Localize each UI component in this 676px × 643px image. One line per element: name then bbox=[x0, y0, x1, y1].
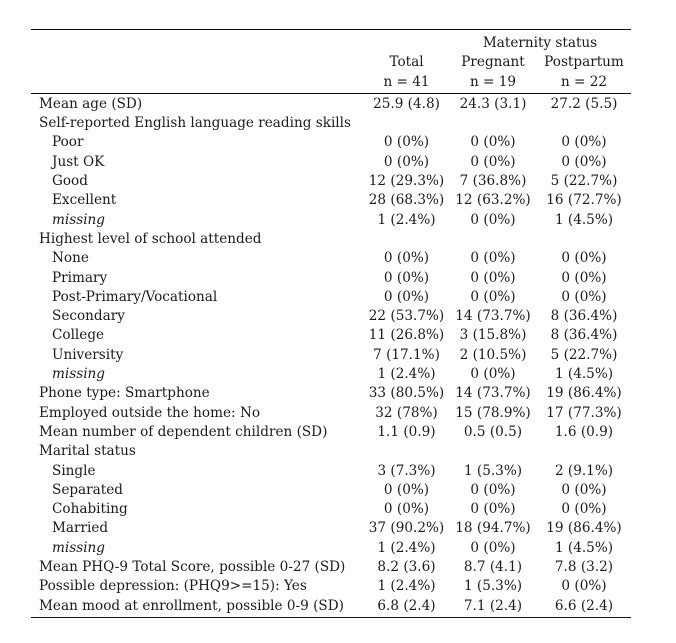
cell-total bbox=[364, 114, 449, 133]
column-count-total: n = 41 bbox=[364, 73, 449, 94]
cell-postpartum: 1.6 (0.9) bbox=[554, 423, 614, 440]
cell-total: 0 (0%) bbox=[383, 481, 430, 498]
row-label: Single bbox=[52, 462, 96, 479]
column-header-pregnant: Pregnant bbox=[461, 54, 525, 71]
row-label: Cohabiting bbox=[52, 501, 128, 518]
cell-pregnant: 8.7 (4.1) bbox=[463, 559, 523, 576]
header-row-group bbox=[31, 30, 631, 54]
table-row bbox=[31, 577, 631, 596]
cell-total: 8.2 (3.6) bbox=[377, 559, 436, 576]
cell-pregnant: 0.5 (0.5) bbox=[463, 423, 523, 440]
header-empty-cell bbox=[31, 53, 364, 72]
row-label: Married bbox=[52, 520, 109, 537]
cell-total: 0 (0%) bbox=[383, 288, 430, 305]
cell-pregnant: 18 (94.7%) bbox=[455, 520, 531, 537]
header-empty-cell bbox=[31, 30, 364, 54]
table-row bbox=[31, 326, 631, 345]
cell-postpartum: 1 (4.5%) bbox=[554, 211, 614, 228]
row-label: Primary bbox=[52, 269, 108, 286]
cell-total: 1 (2.4%) bbox=[377, 211, 436, 228]
table-row bbox=[31, 230, 631, 249]
cell-total bbox=[364, 442, 449, 461]
row-label: Marital status bbox=[39, 443, 136, 460]
cell-total: 33 (80.5%) bbox=[368, 385, 445, 402]
row-label: Employed outside the home: No bbox=[39, 404, 261, 421]
cell-pregnant: 12 (63.2%) bbox=[455, 192, 531, 209]
cell-pregnant: 7.1 (2.4) bbox=[449, 597, 537, 618]
table-row bbox=[31, 500, 631, 519]
cell-pregnant: 0 (0%) bbox=[470, 539, 516, 556]
table-row bbox=[31, 384, 631, 403]
cell-total: 6.8 (2.4) bbox=[364, 597, 449, 618]
cell-total: 1 (2.4%) bbox=[377, 578, 436, 595]
cell-pregnant: 14 (73.7%) bbox=[455, 385, 531, 402]
cell-total: 0 (0%) bbox=[383, 501, 430, 518]
row-label: Mean age (SD) bbox=[39, 95, 143, 112]
cell-postpartum: 0 (0%) bbox=[561, 288, 607, 305]
row-label: Mean number of dependent children (SD) bbox=[39, 423, 328, 440]
table-row bbox=[31, 307, 631, 326]
cell-total: 12 (29.3%) bbox=[368, 173, 445, 190]
table-row bbox=[31, 211, 631, 230]
row-label: Poor bbox=[52, 134, 84, 151]
cell-postpartum: 19 (86.4%) bbox=[546, 385, 622, 402]
row-label: Excellent bbox=[52, 192, 117, 209]
column-header-total: Total bbox=[389, 54, 424, 71]
column-count-postpartum: n = 22 bbox=[537, 73, 631, 94]
cell-pregnant: 24.3 (3.1) bbox=[459, 95, 527, 112]
cell-pregnant: 2 (10.5%) bbox=[459, 346, 527, 363]
table-header bbox=[31, 30, 631, 94]
cell-postpartum: 27.2 (5.5) bbox=[550, 95, 618, 112]
row-label: None bbox=[52, 250, 89, 267]
cell-pregnant: 0 (0%) bbox=[470, 211, 516, 228]
table-row bbox=[31, 249, 631, 268]
maternity-status-header: Maternity status bbox=[449, 30, 631, 54]
row-label: Highest level of school attended bbox=[39, 230, 262, 247]
cell-pregnant: 0 (0%) bbox=[470, 481, 516, 498]
table-row bbox=[31, 288, 631, 307]
cell-pregnant: 0 (0%) bbox=[470, 269, 516, 286]
cell-total: 0 (0%) bbox=[383, 134, 430, 151]
cell-total: 28 (68.3%) bbox=[368, 192, 445, 209]
table-row bbox=[31, 269, 631, 288]
cell-total: 22 (53.7%) bbox=[368, 308, 445, 325]
cell-total: 0 (0%) bbox=[383, 250, 430, 267]
row-label: missing bbox=[52, 211, 105, 228]
row-label: Secondary bbox=[52, 308, 125, 325]
table-row bbox=[31, 481, 631, 500]
cell-postpartum: 7.8 (3.2) bbox=[554, 559, 614, 576]
cell-postpartum: 5 (22.7%) bbox=[550, 173, 618, 190]
cell-pregnant: 0 (0%) bbox=[470, 366, 516, 383]
cell-total: 3 (7.3%) bbox=[377, 462, 436, 479]
cell-total: 1 (2.4%) bbox=[377, 366, 436, 383]
row-label: missing bbox=[52, 539, 105, 556]
table-row bbox=[31, 423, 631, 442]
table-row bbox=[31, 462, 631, 481]
cell-postpartum: 0 (0%) bbox=[561, 578, 607, 595]
cell-pregnant bbox=[449, 114, 537, 133]
table-row bbox=[31, 114, 631, 133]
row-label: Possible depression: (PHQ9>=15): Yes bbox=[39, 578, 307, 595]
row-label: Good bbox=[52, 173, 88, 190]
cell-postpartum: 0 (0%) bbox=[561, 134, 607, 151]
cell-pregnant: 15 (78.9%) bbox=[455, 404, 531, 421]
demographics-table-container bbox=[31, 29, 631, 618]
cell-postpartum: 0 (0%) bbox=[561, 250, 607, 267]
cell-pregnant: 1 (5.3%) bbox=[463, 462, 523, 479]
row-label: University bbox=[52, 346, 124, 363]
table-row bbox=[31, 404, 631, 423]
column-header-postpartum: Postpartum bbox=[544, 54, 624, 71]
cell-postpartum bbox=[537, 230, 631, 249]
cell-pregnant bbox=[449, 230, 537, 249]
table-row bbox=[31, 93, 631, 114]
table-row bbox=[31, 442, 631, 461]
cell-total: 37 (90.2%) bbox=[368, 520, 445, 537]
cell-pregnant: 1 (5.3%) bbox=[463, 578, 523, 595]
table-row bbox=[31, 191, 631, 210]
cell-postpartum: 0 (0%) bbox=[561, 501, 607, 518]
cell-postpartum: 8 (36.4%) bbox=[550, 308, 618, 325]
row-label: Post-Primary/Vocational bbox=[52, 288, 218, 305]
cell-total: 1 (2.4%) bbox=[377, 539, 436, 556]
table-row bbox=[31, 597, 631, 618]
cell-pregnant: 0 (0%) bbox=[470, 134, 516, 151]
table-row bbox=[31, 172, 631, 191]
row-label: Just OK bbox=[52, 153, 105, 170]
cell-pregnant: 3 (15.8%) bbox=[459, 327, 527, 344]
row-label: missing bbox=[52, 366, 105, 383]
cell-pregnant: 0 (0%) bbox=[470, 250, 516, 267]
table-row bbox=[31, 153, 631, 172]
cell-pregnant: 7 (36.8%) bbox=[459, 173, 527, 190]
header-empty-cell bbox=[364, 30, 449, 54]
table-row bbox=[31, 558, 631, 577]
header-empty-cell bbox=[31, 73, 364, 94]
cell-postpartum bbox=[537, 442, 631, 461]
header-row-names bbox=[31, 53, 631, 72]
row-label: Mean PHQ-9 Total Score, possible 0-27 (SD) bbox=[39, 559, 346, 576]
cell-total: 11 (26.8%) bbox=[368, 327, 445, 344]
cell-postpartum: 16 (72.7%) bbox=[546, 192, 622, 209]
cell-postpartum: 1 (4.5%) bbox=[554, 366, 614, 383]
table-row bbox=[31, 539, 631, 558]
cell-pregnant: 0 (0%) bbox=[470, 501, 516, 518]
row-label: Mean mood at enrollment, possible 0-9 (SD) bbox=[31, 597, 364, 618]
table-row bbox=[31, 346, 631, 365]
cell-total: 0 (0%) bbox=[383, 269, 430, 286]
cell-total: 1.1 (0.9) bbox=[377, 423, 436, 440]
cell-total: 7 (17.1%) bbox=[373, 346, 440, 363]
table-row bbox=[31, 133, 631, 152]
cell-pregnant: 0 (0%) bbox=[470, 153, 516, 170]
column-count-pregnant: n = 19 bbox=[449, 73, 537, 94]
cell-postpartum: 6.6 (2.4) bbox=[537, 597, 631, 618]
cell-total: 32 (78%) bbox=[375, 404, 438, 421]
cell-total bbox=[364, 230, 449, 249]
table-row bbox=[31, 519, 631, 538]
cell-postpartum: 0 (0%) bbox=[561, 269, 607, 286]
cell-postpartum: 1 (4.5%) bbox=[554, 539, 614, 556]
row-label: Separated bbox=[52, 481, 123, 498]
row-label: College bbox=[52, 327, 105, 344]
table-body bbox=[31, 93, 631, 617]
cell-postpartum: 17 (77.3%) bbox=[546, 404, 622, 421]
cell-postpartum: 19 (86.4%) bbox=[546, 520, 622, 537]
cell-pregnant: 14 (73.7%) bbox=[455, 308, 531, 325]
cell-total: 0 (0%) bbox=[383, 153, 430, 170]
cell-pregnant: 0 (0%) bbox=[470, 288, 516, 305]
row-label: Phone type: Smartphone bbox=[39, 385, 210, 402]
cell-postpartum bbox=[537, 114, 631, 133]
row-label: Self-reported English language reading skills bbox=[39, 115, 351, 132]
cell-postpartum: 0 (0%) bbox=[561, 481, 607, 498]
cell-pregnant bbox=[449, 442, 537, 461]
header-row-counts bbox=[31, 73, 631, 94]
cell-postpartum: 5 (22.7%) bbox=[550, 346, 618, 363]
cell-postpartum: 8 (36.4%) bbox=[550, 327, 618, 344]
table-row bbox=[31, 365, 631, 384]
cell-total: 25.9 (4.8) bbox=[373, 95, 440, 112]
demographics-table bbox=[31, 29, 631, 618]
cell-postpartum: 2 (9.1%) bbox=[554, 462, 614, 479]
cell-postpartum: 0 (0%) bbox=[561, 153, 607, 170]
